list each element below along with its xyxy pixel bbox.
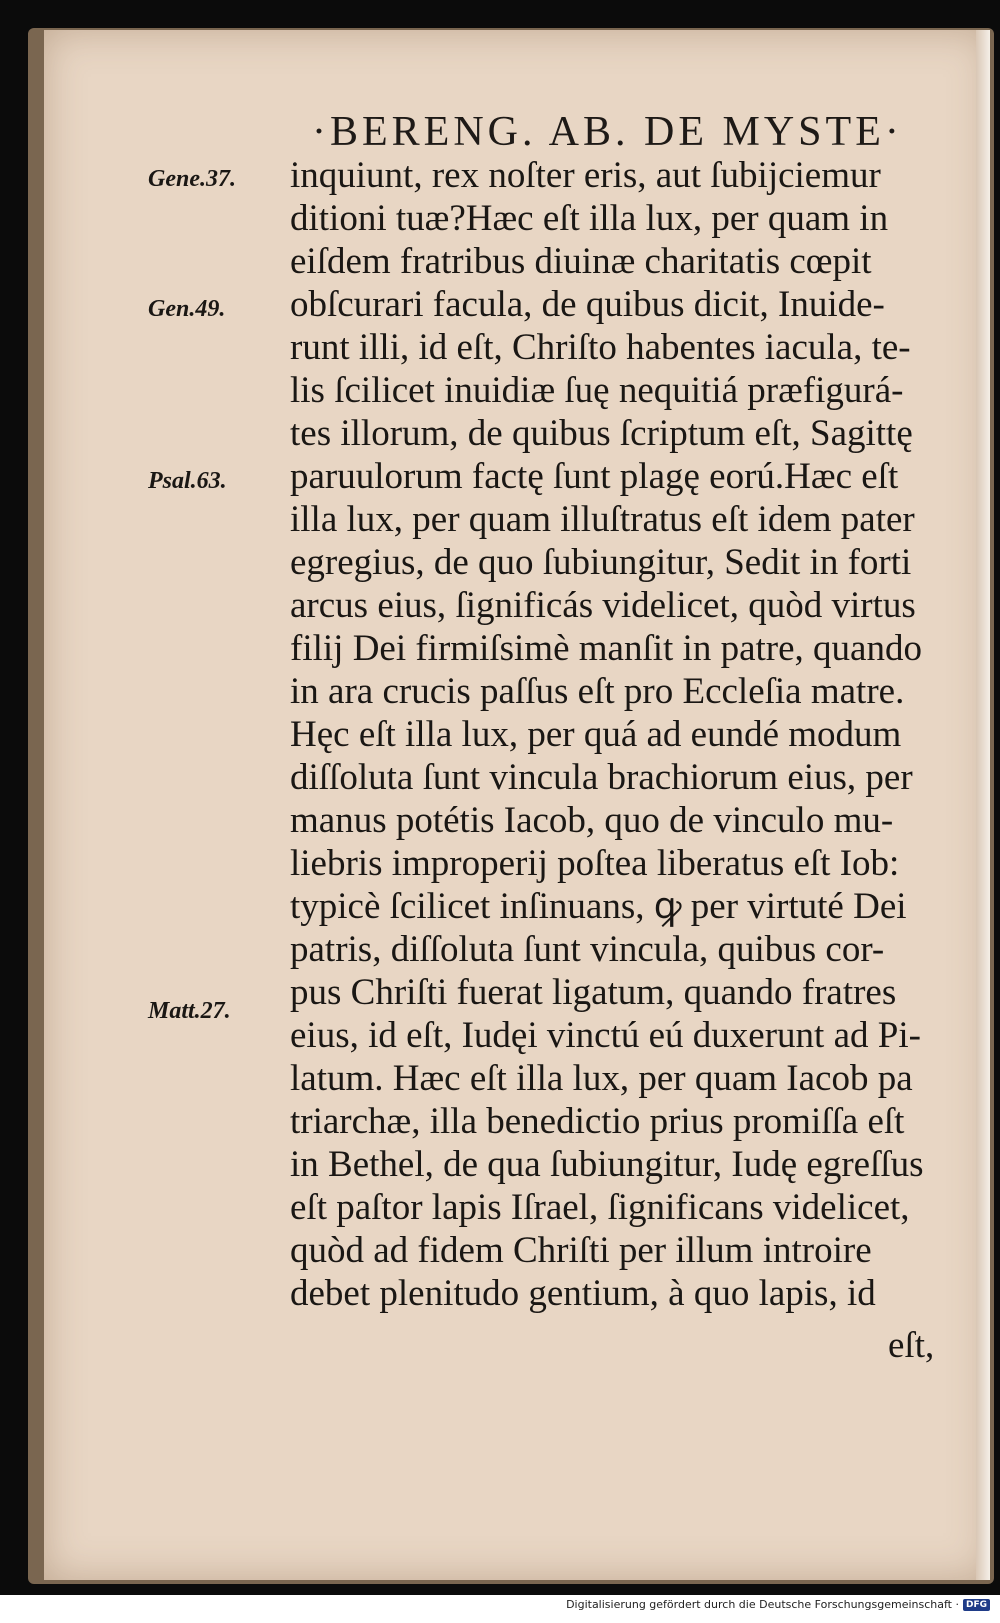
margin-note: Gen.49. [148,296,226,322]
text-line: typicè ſcilicet inſinuans, ꝙ per virtuté Dei [290,886,907,927]
text-line: triarchæ, illa benedictio prius promiſſa eſt [290,1101,905,1142]
text-line: liebris improperij poſtea liberatus eſt Iob: [290,843,900,884]
text-line: eiſdem fratribus diuinæ charitatis cœpit [290,241,872,282]
text-line: eſt paſtor lapis Iſrael, ſignificans videlicet, [290,1187,910,1228]
text-line: filij Dei firmiſsimè manſit in patre, quando [290,628,922,669]
text-line: illa lux, per quam illuſtratus eſt idem pater [290,499,915,540]
margin-note: Matt.27. [148,998,231,1024]
digitization-credit [566,1598,990,1611]
text-line: runt illi, id eſt, Chriſto habentes iacula, te- [290,327,911,368]
text-line: inquiunt, rex noſter eris, aut ſubijciemur [290,155,881,196]
text-line: latum. Hæc eſt illa lux, per quam Iacob pa [290,1058,913,1099]
running-head: ·BERENG. AB. DE MYSTE· [312,109,903,155]
text-line: patris, diſſoluta ſunt vincula, quibus cor- [290,929,885,970]
text-line: Hęc eſt illa lux, per quá ad eundé modum [290,714,902,755]
book-page [44,30,990,1580]
text-line: lis ſcilicet inuidiæ ſuę nequitiá præfigurá- [290,370,904,411]
credit-text: Digitalisierung gefördert durch die Deutsche Forschungsgemeinschaft · [566,1598,959,1611]
text-line: in ara crucis paſſus eſt pro Eccleſia matre. [290,671,905,712]
catchword: eſt, [888,1325,935,1366]
text-line: obſcurari facula, de quibus dicit, Inuide- [290,284,885,325]
text-line: eius, id eſt, Iudęi vinctú eú duxerunt ad Pi- [290,1015,921,1056]
text-line: arcus eius, ſignificás videlicet, quòd virtus [290,585,916,626]
text-line: quòd ad fidem Chriſti per illum introire [290,1230,872,1271]
dfg-logo-icon: DFG [963,1599,990,1611]
text-line: egregius, de quo ſubiungitur, Sedit in forti [290,542,912,583]
text-line: manus potétis Iacob, quo de vinculo mu- [290,800,894,841]
text-line: debet plenitudo gentium, à quo lapis, id [290,1273,876,1314]
text-line: tes illorum, de quibus ſcriptum eſt, Sagittę [290,413,913,454]
text-line: ditioni tuæ?Hæc eſt illa lux, per quam in [290,198,889,239]
margin-note: Gene.37. [148,166,236,192]
text-line: diſſoluta ſunt vincula brachiorum eius, per [290,757,913,798]
text-line: pus Chriſti fuerat ligatum, quando fratres [290,972,897,1013]
text-line: paruulorum factę ſunt plagę eorú.Hæc eſt [290,456,899,497]
text-line: in Bethel, de qua ſubiungitur, Iudę egreſſus [290,1144,924,1185]
margin-note: Psal.63. [148,468,227,494]
